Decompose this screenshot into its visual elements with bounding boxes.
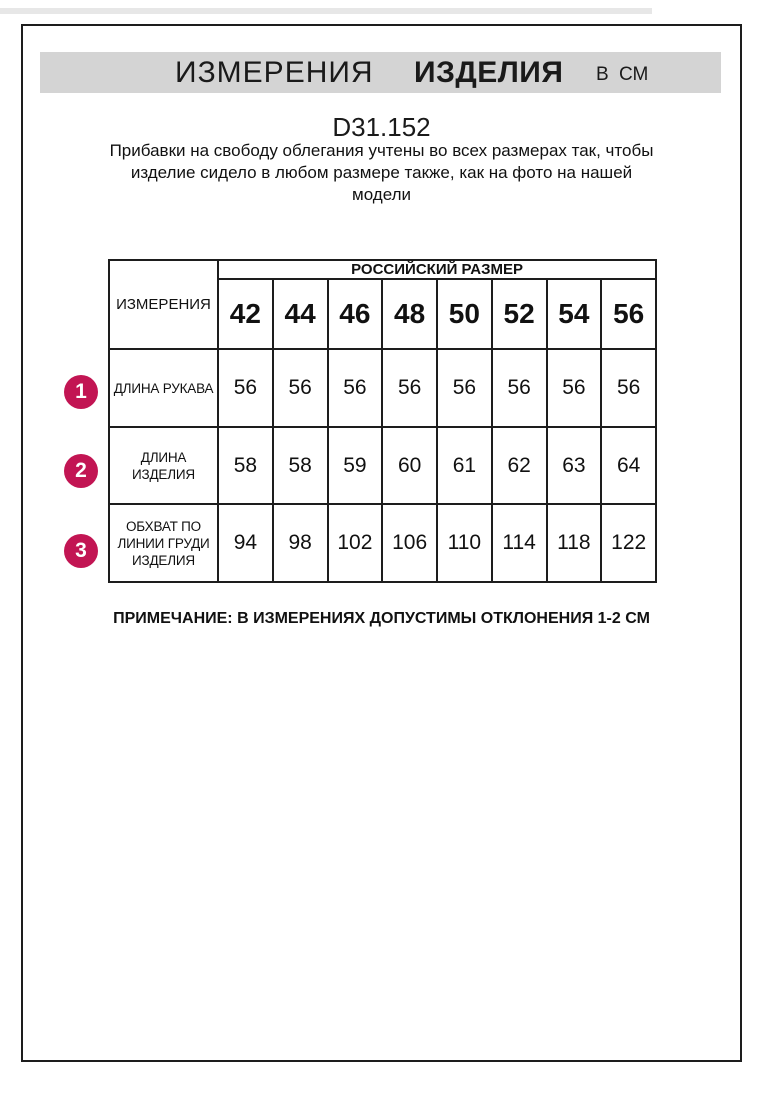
footer-note: ПРИМЕЧАНИЕ: В ИЗМЕРЕНИЯХ ДОПУСТИМЫ ОТКЛОНЕНИЯ 1-2 СМ <box>113 610 650 627</box>
measurement-value-cell: 110 <box>437 504 492 582</box>
measurement-value-cell: 56 <box>382 349 437 427</box>
row-marker-1: 1 <box>64 375 98 409</box>
size-column-header: 44 <box>273 279 328 349</box>
measurement-value-cell: 122 <box>601 504 656 582</box>
measurement-value-cell: 56 <box>601 349 656 427</box>
table-row-item-length <box>109 427 656 504</box>
measurements-header-cell: ИЗМЕРЕНИЯ <box>109 260 218 349</box>
model-code: D31.152 <box>332 112 431 142</box>
title-bar <box>40 52 721 93</box>
measurement-value-cell: 56 <box>547 349 602 427</box>
measurement-value-cell: 63 <box>547 427 602 504</box>
size-table <box>108 259 657 583</box>
measurement-value-cell: 56 <box>437 349 492 427</box>
measurement-value-cell: 56 <box>218 349 273 427</box>
scan-artifact <box>0 8 652 14</box>
size-column-header: 52 <box>492 279 547 349</box>
measurement-value-cell: 118 <box>547 504 602 582</box>
size-column-header: 46 <box>328 279 383 349</box>
row-marker-3: 3 <box>64 534 98 568</box>
page-title-unit: В СМ <box>596 63 649 85</box>
page-frame <box>21 24 742 1062</box>
intro-text: Прибавки на свободу облегания учтены во всех размерах так, чтобы изделие сидело в любом размере также, как на фото на нашей модели <box>109 141 654 204</box>
row-marker-2: 2 <box>64 454 98 488</box>
measurement-value-cell: 64 <box>601 427 656 504</box>
size-column-header: 50 <box>437 279 492 349</box>
size-column-header: 42 <box>218 279 273 349</box>
size-group-header-cell: РОССИЙСКИЙ РАЗМЕР <box>218 260 656 279</box>
table-row-sleeve-length <box>109 349 656 427</box>
measurement-value-cell: 61 <box>437 427 492 504</box>
measurement-value-cell: 56 <box>273 349 328 427</box>
page-title-product: ИЗДЕЛИЯ <box>414 55 564 89</box>
size-column-header: 48 <box>382 279 437 349</box>
page-title-measurements: ИЗМЕРЕНИЯ <box>175 55 374 89</box>
measurement-value-cell: 59 <box>328 427 383 504</box>
measurement-value-cell: 56 <box>328 349 383 427</box>
measurement-row-label: ОБХВАТ ПО ЛИНИИ ГРУДИ ИЗДЕЛИЯ <box>109 504 218 582</box>
size-column-header: 56 <box>601 279 656 349</box>
table-header-row <box>109 260 656 279</box>
measurement-value-cell: 60 <box>382 427 437 504</box>
measurement-value-cell: 62 <box>492 427 547 504</box>
measurement-value-cell: 98 <box>273 504 328 582</box>
measurement-value-cell: 102 <box>328 504 383 582</box>
measurement-value-cell: 94 <box>218 504 273 582</box>
size-column-header: 54 <box>547 279 602 349</box>
measurement-row-label: ДЛИНА ИЗДЕЛИЯ <box>109 427 218 504</box>
measurement-value-cell: 58 <box>273 427 328 504</box>
table-row-chest-girth <box>109 504 656 582</box>
measurement-value-cell: 114 <box>492 504 547 582</box>
measurement-value-cell: 56 <box>492 349 547 427</box>
measurement-value-cell: 58 <box>218 427 273 504</box>
measurement-row-label: ДЛИНА РУКАВА <box>109 349 218 427</box>
measurement-value-cell: 106 <box>382 504 437 582</box>
